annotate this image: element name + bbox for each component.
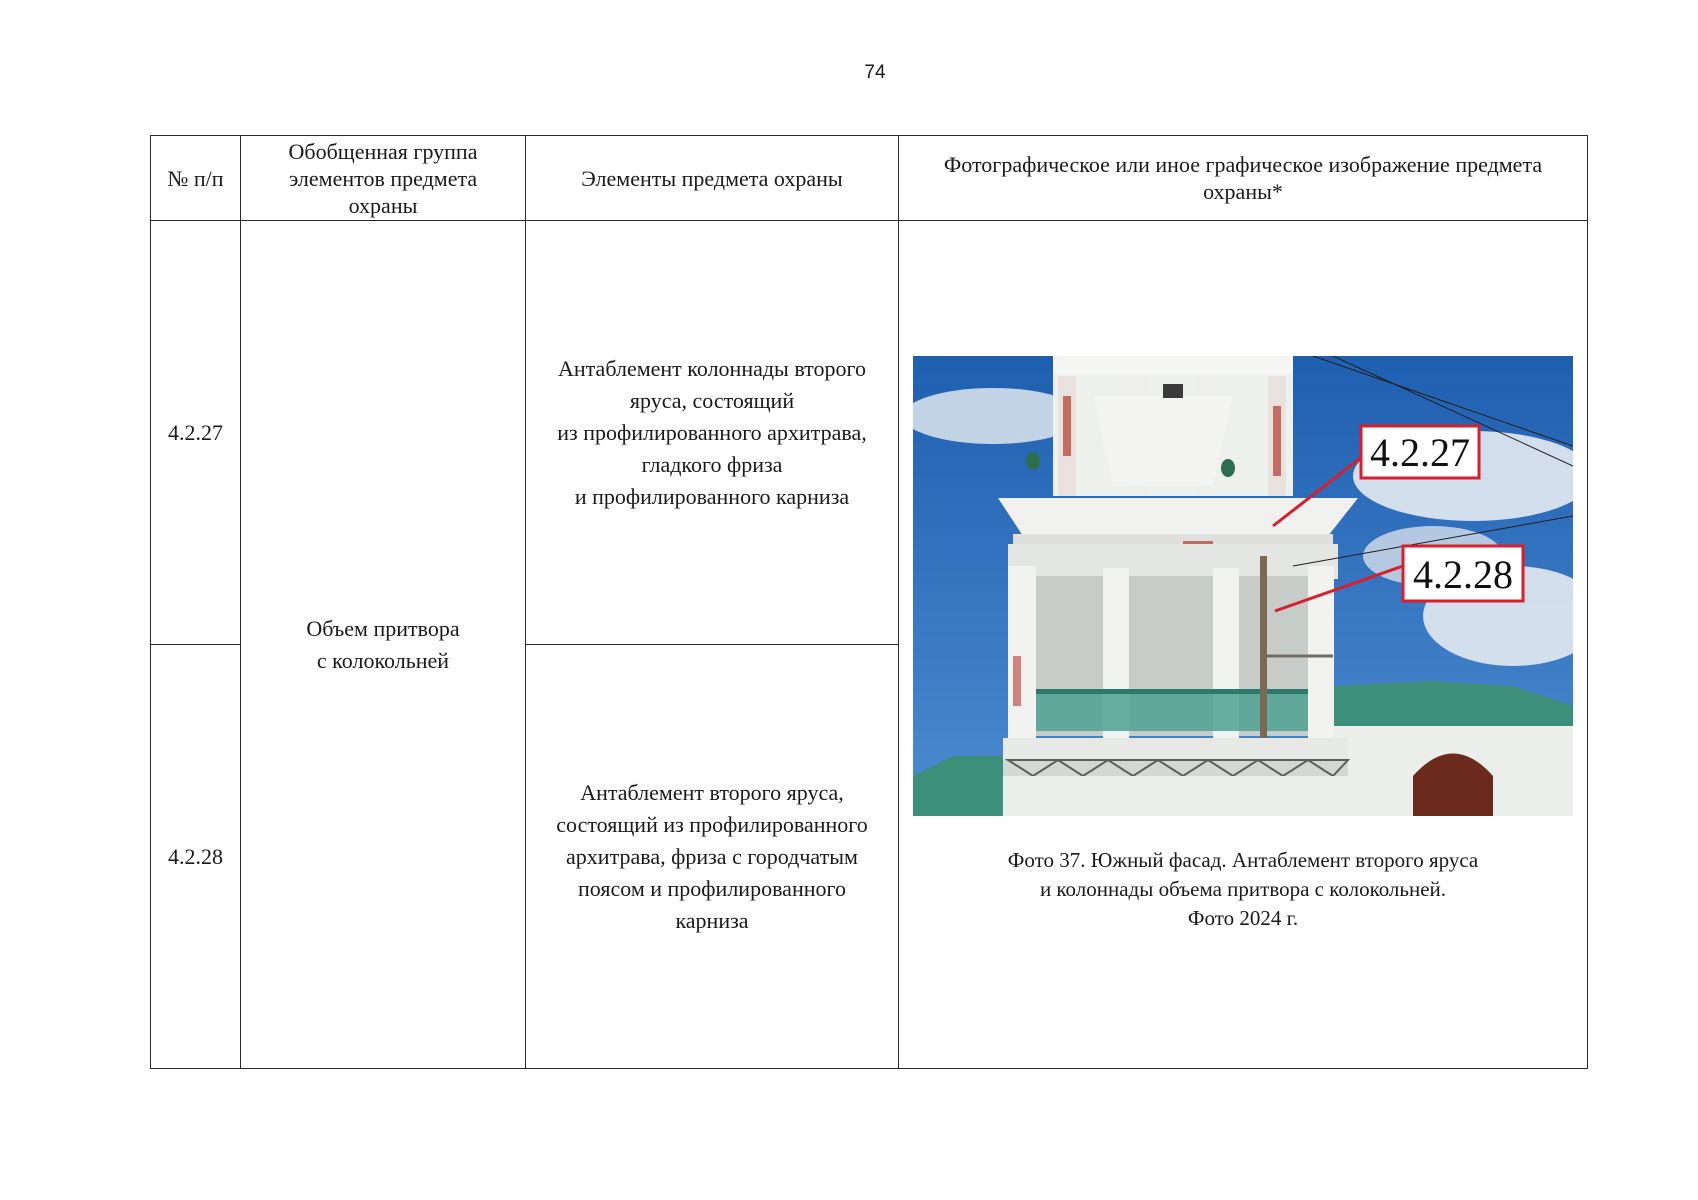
element-line: Антаблемент колоннады второго bbox=[558, 355, 866, 381]
caption-line: Фото 2024 г. bbox=[1187, 906, 1299, 930]
element-line: архитрава, фриза с городчатым bbox=[566, 843, 858, 869]
element-line: Антаблемент второго яруса, bbox=[580, 779, 844, 805]
caption-line: и колоннады объема притвора с колокольней. bbox=[1039, 877, 1447, 901]
header-image-line: охраны* bbox=[1203, 179, 1283, 204]
facade-photo bbox=[913, 356, 1573, 816]
header-num: № п/п bbox=[151, 136, 241, 221]
element-line: и профилированного карниза bbox=[574, 483, 850, 509]
element-line: карниза bbox=[675, 907, 749, 933]
group-line: Объем притвора bbox=[306, 615, 460, 641]
photo-label-text: 4.2.27 bbox=[1370, 430, 1470, 475]
table-row bbox=[151, 221, 1588, 645]
element-cell bbox=[526, 645, 899, 1069]
photo-label-text: 4.2.28 bbox=[1413, 552, 1513, 597]
header-group bbox=[241, 136, 526, 221]
header-group-line: охраны bbox=[348, 192, 418, 218]
element-line: поясом и профилированного bbox=[578, 875, 846, 901]
header-elements: Элементы предмета охраны bbox=[526, 136, 899, 221]
page-number: 74 bbox=[864, 62, 886, 83]
photo-label bbox=[1403, 546, 1523, 601]
table-header-row bbox=[151, 136, 1588, 221]
protection-table bbox=[150, 135, 1588, 1069]
header-group-line: Обобщенная группа bbox=[288, 138, 478, 164]
row-number: 4.2.28 bbox=[151, 645, 241, 1069]
element-cell bbox=[526, 221, 899, 645]
group-line: с колокольней bbox=[316, 647, 450, 673]
header-image bbox=[899, 136, 1588, 221]
photo-label bbox=[1361, 426, 1479, 478]
element-line: гладкого фриза bbox=[641, 451, 783, 477]
photo-caption bbox=[909, 846, 1577, 933]
caption-line: Фото 37. Южный фасад. Антаблемент второго яруса bbox=[1007, 848, 1479, 872]
element-line: состоящий из профилированного bbox=[556, 811, 868, 837]
photo-cell bbox=[899, 221, 1588, 1069]
group-cell bbox=[241, 221, 526, 1069]
header-group-line: элементов предмета bbox=[288, 165, 478, 191]
header-image-line: Фотографическое или иное графическое изображение предмета bbox=[943, 152, 1543, 177]
element-line: яруса, состоящий bbox=[629, 387, 795, 413]
element-line: из профилированного архитрава, bbox=[557, 419, 867, 445]
row-number: 4.2.27 bbox=[151, 221, 241, 645]
